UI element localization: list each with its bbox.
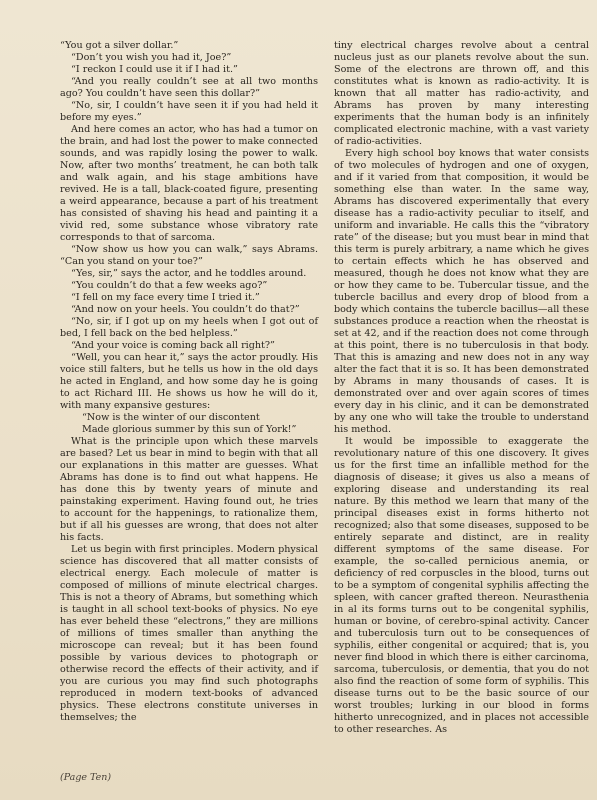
paragraph: “And your voice is coming back all right?” bbox=[71, 340, 275, 351]
paragraph: Every high school boy knows that water consists of two molecules of hydrogen and one of oxygen, and if it varied from that composition, it would be something else than water. In the same way, Abrams has discovered experimentally that every disease has a radio-activity peculiar to itself, and uniform and invariable. He calls this the “vibratory rate” of the disease; but you must bear in mind that this term is purely arbitrary, a name which he gives to certain effects which he has observed and measured, though he does not know what they are or how they came to be. Tubercular tissue, and the tubercle bacillus and every drop of blood from a body which contains the tubercle bacillus—all these substances produce a reaction when the rheostat is set at 42, and if the reaction does not come through at this point, there is no tuberculosis in that body. That this is amazing and new does not in any way alter the fact that it is so. It has been demonstrated by Abrams in many thousands of cases. It is demonstrated over and over again scores of times every day in his clinic, and it can be demonstrated by any one who will take the trouble to understand his method. bbox=[334, 148, 589, 435]
paragraph: “No, sir, I couldn’t have seen it if you had held it before my eyes.” bbox=[60, 100, 318, 123]
paragraph: “Well, you can hear it,” says the actor proudly. His voice still falters, but he tells us how in the old days he acted in England, and how some day he is going to act Richard III. He shows us how he will do it, with many expansive gestures: bbox=[60, 352, 318, 411]
left-column bbox=[60, 40, 318, 724]
paragraph: “Yes, sir,” says the actor, and he toddles around. bbox=[71, 268, 307, 279]
paragraph: “I fell on my face every time I tried it.” bbox=[71, 292, 260, 303]
right-column bbox=[334, 40, 589, 736]
paragraph: Let us begin with first principles. Modern physical science has discovered that all matter consists of electrical energy. Each molecule of matter is composed of millions of minute electrical charges. This is not a theory of Abrams, but something which is taught in all school text-books of physics. No eye has ever beheld these “electrons,” they are millions of millions of times smaller than anything the microscope can reveal; but it has been found possible by various devices to photograph or otherwise record the effects of their activity, and if you are curious you may find such photographs reproduced in modern text-books of advanced physics. These electrons constitute universes in themselves; the bbox=[60, 544, 318, 723]
paragraph: And here comes an actor, who has had a tumor on the brain, and had lost the power to make connected sounds, and was rapidly losing the power to walk. Now, after two months’ treatment, he can both talk and walk again, and his stage ambitions have revived. He is a tall, black-coated figure, presenting a weird appearance, because a part of his treatment has consisted of shaving his head and painting it a vivid red, some substance whose vibratory rate corresponds to that of sarcoma. bbox=[60, 124, 318, 243]
paragraph: It would be impossible to exaggerate the revolutionary nature of this one discovery. It gives us for the first time an infallible method for the diagnosis of disease; it gives us also a means of exploring disease and understanding its real nature. By this method we learn that many of the principal diseases exist in forms hitherto not recognized; also that some diseases, supposed to be entirely separate and distinct, are in reality different symptoms of the same disease. For example, the so-called pernicious anemia, or deficiency of red corpuscles in the blood, turns out to be a symptom of congenital syphilis affecting the spleen, with cancer grafted thereon. Neurasthenia in al its forms turns out to be congenital syphilis, human or bovine, of cerebro-spinal activity. Cancer and tuberculosis turn out to be consequences of syphilis, either congenital or acquired; that is, you never find blood in which there is either carcinoma, sarcoma, tuberculosis, or dementia, that you do not also find the reaction of some form of syphilis. This disease turns out to be the basic source of our worst troubles; lurking in our blood in forms hitherto unrecognized, and in places not accessible to other researches. As bbox=[334, 436, 589, 735]
paragraph: tiny electrical charges revolve about a central nucleus just as our planets revolve about the sun. Some of the electrons are thrown off, and this constitutes what is known as radio-activity. It is known that all matter has radio-activity, and Abrams has proven by many interesting experiments that the human body is an infinitely complicated electronic machine, with a vast variety of radio-activities. bbox=[334, 40, 589, 147]
verse-line: “Now is the winter of our discontent bbox=[82, 412, 260, 423]
paragraph: “You couldn’t do that a few weeks ago?” bbox=[71, 280, 268, 291]
paragraph: “I reckon I could use it if I had it.” bbox=[71, 64, 238, 75]
verse-line: Made glorious summer by this sun of York!” bbox=[82, 424, 297, 435]
paragraph: “Now show us how you can walk,” says Abrams. “Can you stand on your toe?” bbox=[60, 244, 318, 267]
page-number: (Page Ten) bbox=[60, 772, 112, 783]
paragraph: “And now on your heels. You couldn’t do that?” bbox=[71, 304, 300, 315]
paragraph: “You got a silver dollar.” bbox=[60, 40, 179, 51]
paragraph: “Don’t you wish you had it, Joe?” bbox=[71, 52, 232, 63]
paragraph: “No, sir, if I got up on my heels when I got out of bed, I fell back on the bed helpless.” bbox=[60, 316, 318, 339]
paragraph: What is the principle upon which these marvels are based? Let us bear in mind to begin with that all our explanations in this matter are guesses. What Abrams has done is to find out what happens. He has done this by twenty years of minute and painstaking experiment. Having found out, he tries to account for the happenings, to rationalize them, but if all his guesses are wrong, that does not alter his facts. bbox=[60, 436, 318, 543]
paragraph: “And you really couldn’t see at all two months ago? You couldn’t have seen this dollar?” bbox=[60, 76, 318, 99]
